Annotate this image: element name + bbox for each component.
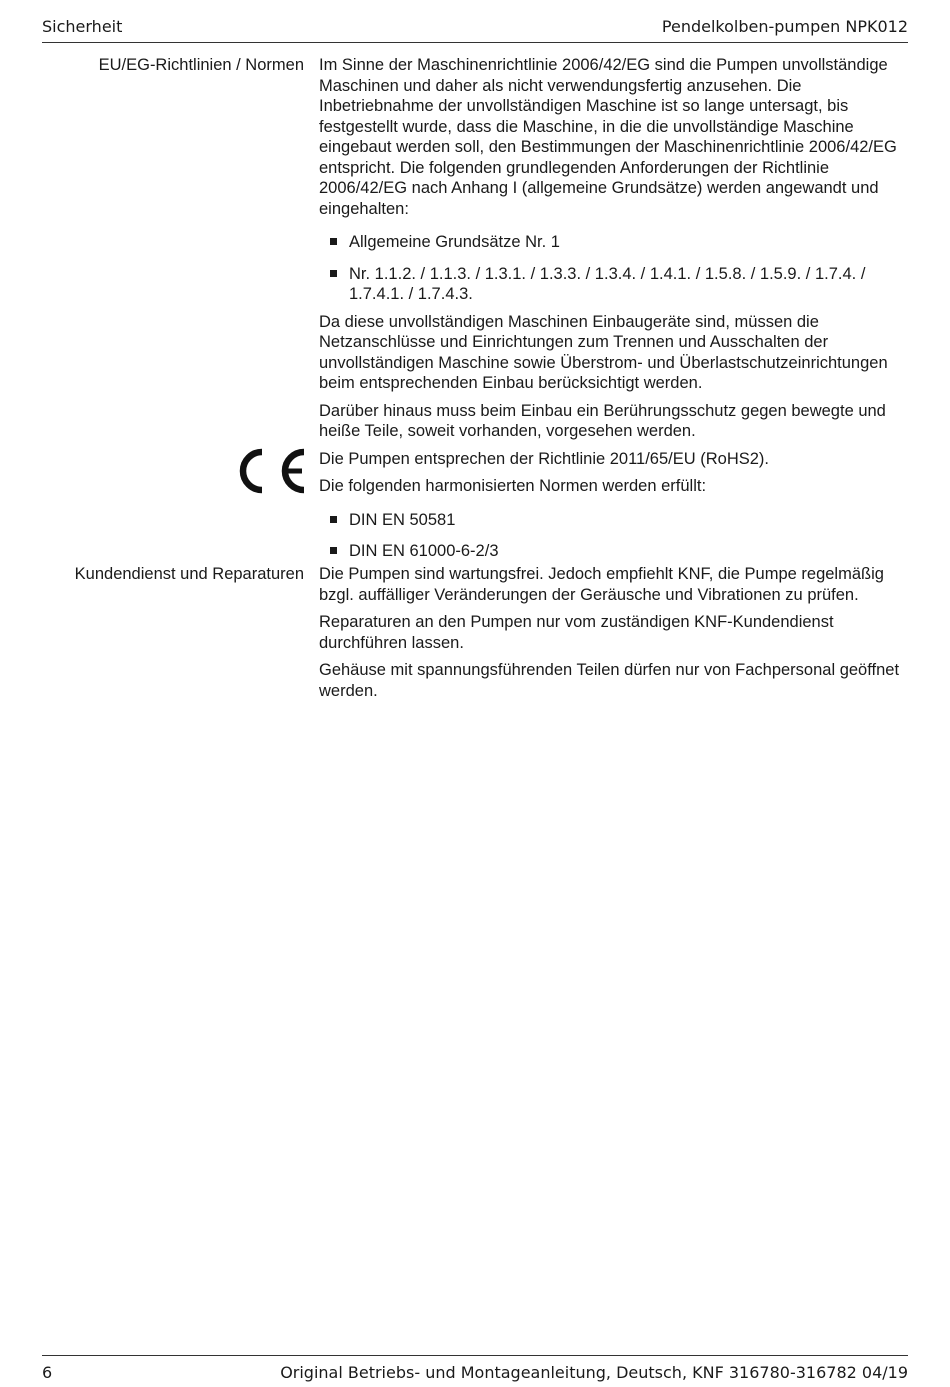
page-footer [42, 1355, 908, 1383]
page-number: 6 [42, 1363, 53, 1382]
list-item-text: Nr. 1.1.2. / 1.1.3. / 1.3.1. / 1.3.3. / 1.3.4. / 1.4.1. / 1.5.8. / 1.5.9. / 1.7.4. / 1.7.4.1. / 1.7.4.3. [349, 264, 866, 303]
list-item [319, 541, 909, 562]
header-product-name: Pendelkolben-pumpen NPK012 [661, 17, 908, 36]
header-section-title: Sicherheit [42, 17, 123, 36]
paragraph-built-in-devices: Da diese unvollständigen Maschinen Einbaugeräte sind, müssen die Netzanschlüsse und Einrichtungen zum Trennen und Ausschalten der unvollständigen Maschine sowie Überstrom- und Überlastschutzeinrichtungen beim entsprechenden Einbau berücksichtigt werden. [319, 312, 888, 392]
paragraph-machinery-directive: Im Sinne der Maschinenrichtlinie 2006/42/EG sind die Pumpen unvollständige Maschinen und daher als nicht verwendungsfertig anzusehen. Die Inbetriebnahme der unvollständigen Maschine ist so lange untersagt, bis festgestellt wurde, dass die Maschine, in die die unvollständige Maschine eingebaut werden soll, den Bestimmungen der Maschinenrichtlinie 2006/42/EG entspricht. Die folgenden grundlegenden Anforderungen der Richtlinie 2006/42/EG nach Anhang I (allgemeine Grundsätze) werden angewandt und eingehalten: [319, 56, 897, 218]
list-item [319, 510, 909, 531]
list-item-text: Allgemeine Grundsätze Nr. 1 [349, 233, 560, 251]
paragraph-live-parts: Gehäuse mit spannungsführenden Teilen dürfen nur von Fachpersonal geöffnet werden. [319, 661, 900, 700]
paragraph-maintenance-free: Die Pumpen sind wartungsfrei. Jedoch empfiehlt KNF, die Pumpe regelmäßig bzgl. auffälliger Veränderungen der Geräusche und Vibrationen zu prüfen. [319, 565, 884, 604]
list-basic-requirements [319, 232, 909, 305]
section-label-eu-directives: EU/EG-Richtlinien / Normen [98, 56, 304, 74]
bullet-square-icon [330, 516, 337, 523]
section-body-eu-directives [319, 55, 909, 573]
bullet-square-icon [330, 270, 337, 277]
bullet-square-icon [330, 547, 337, 554]
footer-document-info: Original Betriebs- und Montageanleitung, Deutsch, KNF 316780-316782 04/19 [280, 1363, 908, 1382]
paragraph-contact-protection: Darüber hinaus muss beim Einbau ein Berührungsschutz gegen bewegte und heiße Teile, soweit vorhanden, vorgesehen werden. [319, 401, 886, 440]
bullet-square-icon [330, 238, 337, 245]
section-body-service-repairs [319, 564, 909, 708]
list-item [319, 264, 909, 305]
page-header [42, 16, 908, 43]
paragraph-rohs: Die Pumpen entsprechen der Richtlinie 2011/65/EU (RoHS2). [319, 449, 770, 468]
section-label-service-repairs: Kundendienst und Reparaturen [74, 565, 304, 583]
paragraph-harmonized-standards: Die folgenden harmonisierten Normen werden erfüllt: [319, 477, 707, 495]
ce-mark-icon [232, 445, 306, 497]
list-item [319, 232, 909, 253]
paragraph-repairs: Reparaturen an den Pumpen nur vom zuständigen KNF-Kundendienst durchführen lassen. [319, 613, 834, 652]
list-harmonized-standards [319, 510, 909, 562]
list-item-text: DIN EN 50581 [349, 510, 456, 529]
list-item-text: DIN EN 61000-6-2/3 [349, 542, 499, 560]
